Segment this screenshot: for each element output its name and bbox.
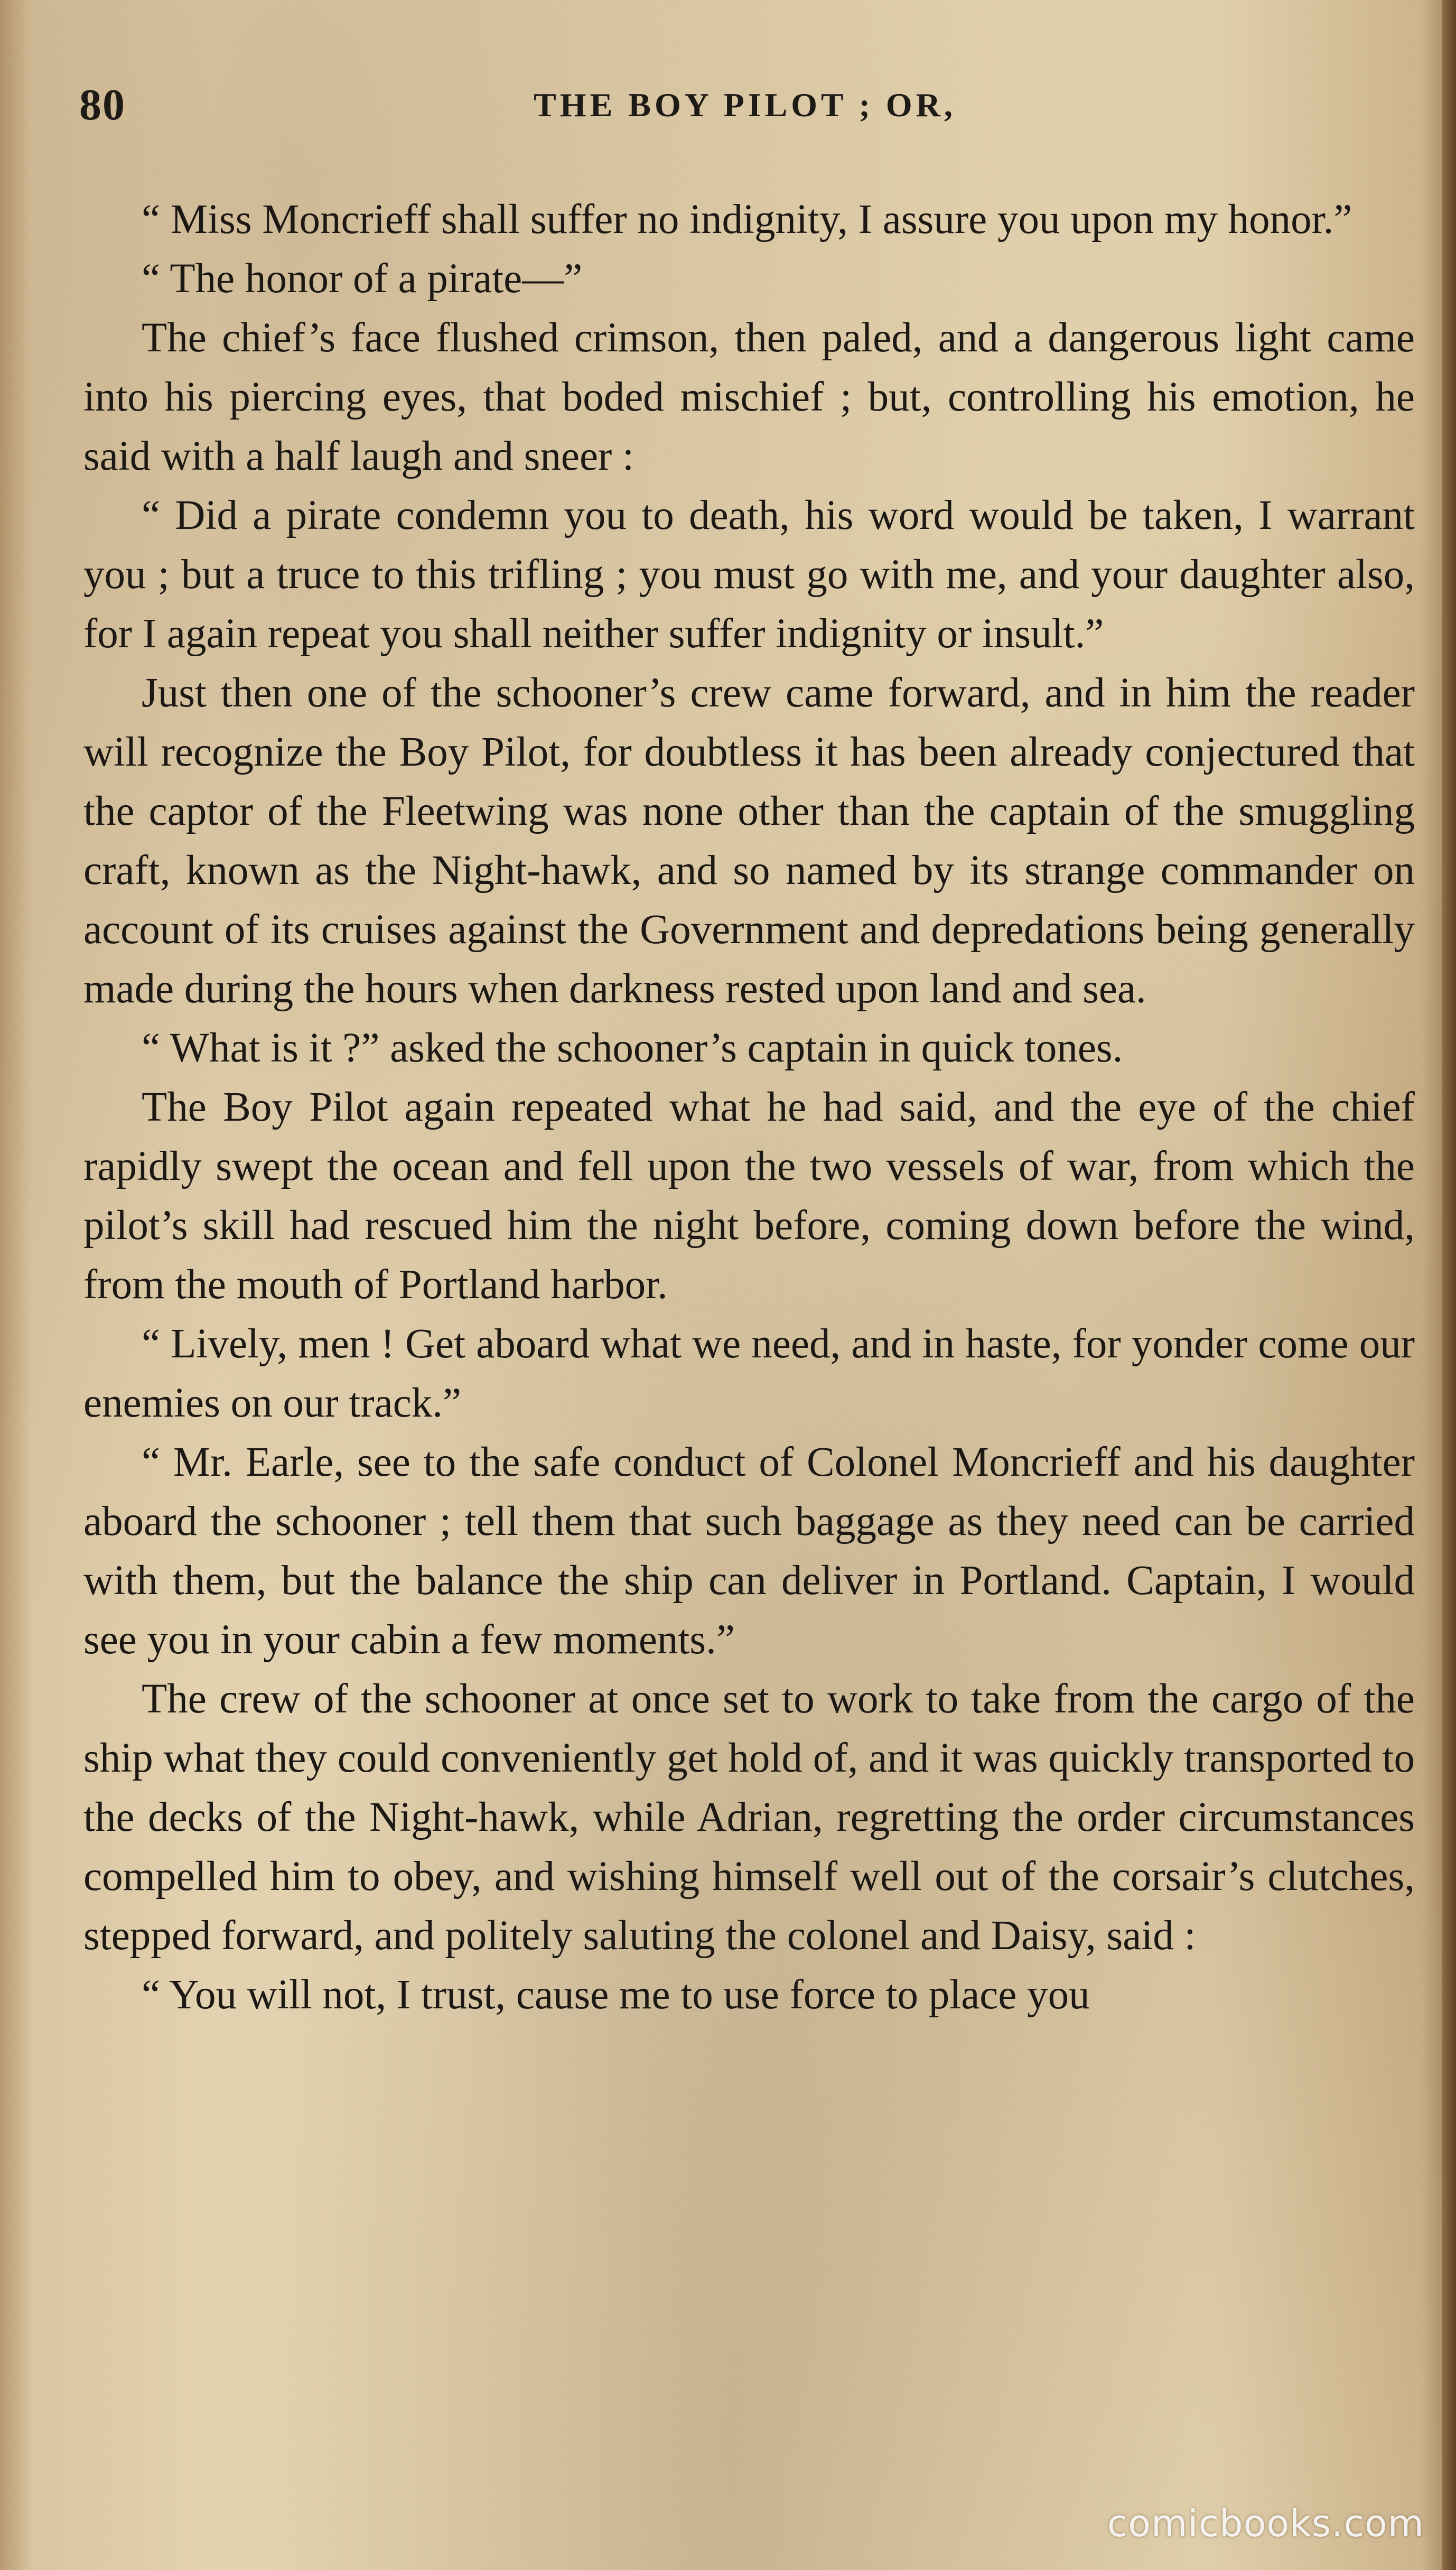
watermark-logo: comicbooks.com — [1107, 2502, 1424, 2545]
paragraph: “ Miss Moncrieff shall suffer no indignity, I assure you upon my honor.” — [142, 197, 1352, 243]
page-number: 80 — [79, 80, 126, 129]
paragraph: “ You will not, I trust, cause me to use force to place you — [142, 1972, 1090, 2018]
paragraph: “ What is it ?” asked the schooner’s captain in quick tones. — [142, 1025, 1123, 1071]
page-header — [79, 79, 1411, 137]
page-edge-shadow — [1442, 0, 1456, 2570]
paragraph: “ The honor of a pirate—” — [142, 256, 583, 302]
running-head: THE BOY PILOT ; OR, — [534, 86, 956, 124]
paragraph: The chief’s face flushed crimson, then paled, and a dangerous light came into his piercing eyes, that boded mischief ; but, controlling his emotion, he said with a half laugh and sneer : — [83, 315, 1415, 479]
paragraph: The crew of the schooner at once set to work to take from the cargo of the ship what they could conveniently get hold of, and it was quickly transported to the decks of the Night-hawk, while Adrian, regretting the order circumstances compelled him to obey, and wishing himself well out of the corsair’s clutches, stepped forward, and politely saluting the colonel and Daisy, said : — [83, 1676, 1415, 1959]
paragraph: “ Mr. Earle, see to the safe conduct of Colonel Moncrieff and his daughter aboard the schooner ; tell them that such baggage as they need can be carried with them, but the balance the ship can deliver in Portland. Captain, I would see you in your cabin a few moments.” — [83, 1439, 1415, 1663]
paragraph: Just then one of the schooner’s crew came forward, and in him the reader will recognize the Boy Pilot, for doubtless it has been already conjectured that the captor of the Fleetwing was none other than the captain of the smuggling craft, known as the Night-hawk, and so named by its strange commander on account of its cruises against the Government and depredations being generally made during the hours when darkness rested upon land and sea. — [83, 670, 1415, 1012]
paragraph: The Boy Pilot again repeated what he had said, and the eye of the chief rapidly swept the ocean and fell upon the two vessels of war, from which the pilot’s skill had rescued him the night before, coming down before the wind, from the mouth of Portland harbor. — [83, 1084, 1415, 1308]
paragraph: “ Did a pirate condemn you to death, his word would be taken, I warrant you ; but a truce to this trifling ; you must go with me, and your daughter also, for I again repeat you shall neither suffer indignity or insult.” — [83, 492, 1415, 657]
paragraph: “ Lively, men ! Get aboard what we need, and in haste, for yonder come our enemies on our track.” — [83, 1321, 1415, 1426]
body-text — [83, 190, 1415, 2025]
